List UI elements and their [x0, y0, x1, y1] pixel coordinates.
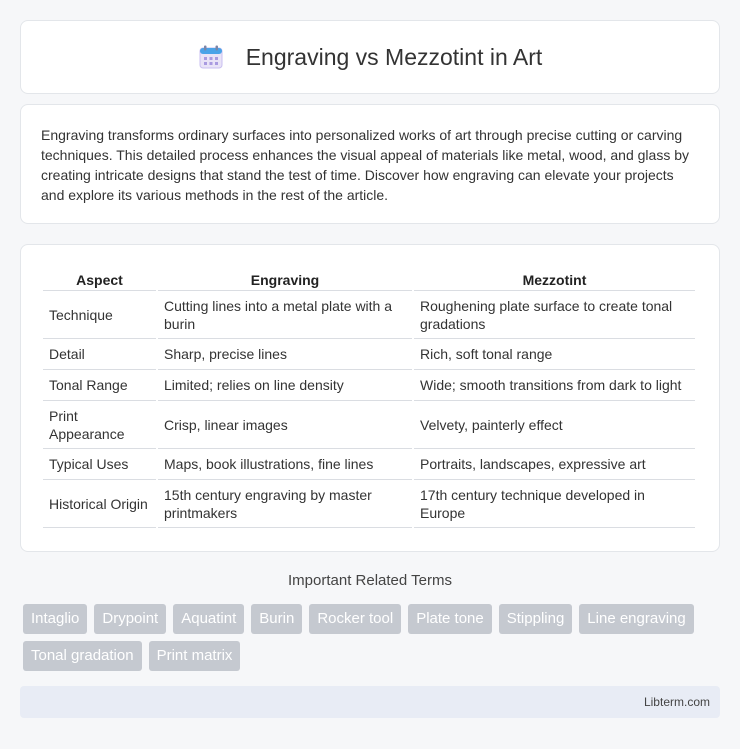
cell-aspect: Technique [43, 291, 156, 339]
cell-engraving: Sharp, precise lines [158, 339, 412, 370]
tag-drypoint[interactable]: Drypoint [94, 604, 166, 634]
cell-mezzotint: Wide; smooth transitions from dark to light [414, 370, 695, 401]
header-aspect: Aspect [43, 265, 156, 291]
intro-text: Engraving transforms ordinary surfaces into personalized works of art through precise cutting or carving techniques. This detailed process enhances the visual appeal of materials like metal, wood, and glass by creating intricate designs that stand the test of time. Discover how engraving can elevate your projects and explore its various methods in the rest of the article. [41, 127, 690, 203]
intro-card [20, 104, 720, 224]
footer-site-link[interactable]: Libterm.com [643, 695, 710, 709]
cell-engraving: Cutting lines into a metal plate with a burin [158, 291, 412, 339]
cell-mezzotint: Rich, soft tonal range [414, 339, 695, 370]
table-row [43, 370, 695, 401]
header-card [20, 20, 720, 94]
cell-engraving: 15th century engraving by master printmakers [158, 480, 412, 528]
cell-mezzotint: Velvety, painterly effect [414, 401, 695, 449]
tag-stippling[interactable]: Stippling [499, 604, 573, 634]
tag-burin[interactable]: Burin [251, 604, 302, 634]
header-engraving: Engraving [158, 265, 412, 291]
tag-print-matrix[interactable]: Print matrix [149, 641, 241, 671]
cell-aspect: Historical Origin [43, 480, 156, 528]
table-row [43, 401, 695, 449]
cell-mezzotint: 17th century technique developed in Europe [414, 480, 695, 528]
tag-line-engraving[interactable]: Line engraving [579, 604, 693, 634]
cell-aspect: Tonal Range [43, 370, 156, 401]
tag-intaglio[interactable]: Intaglio [23, 604, 87, 634]
tag-plate-tone[interactable]: Plate tone [408, 604, 492, 634]
cell-engraving: Crisp, linear images [158, 401, 412, 449]
tag-tonal-gradation[interactable]: Tonal gradation [23, 641, 142, 671]
tag-rocker-tool[interactable]: Rocker tool [309, 604, 401, 634]
comparison-table [41, 265, 697, 528]
cell-mezzotint: Portraits, landscapes, expressive art [414, 449, 695, 480]
header-mezzotint: Mezzotint [414, 265, 695, 291]
page-title: Engraving vs Mezzotint in Art [245, 43, 543, 70]
table-row [43, 480, 695, 528]
table-row [43, 339, 695, 370]
cell-aspect: Typical Uses [43, 449, 156, 480]
related-terms-title: Important Related Terms [288, 572, 452, 589]
tag-aquatint[interactable]: Aquatint [173, 604, 244, 634]
comparison-card [20, 244, 720, 552]
related-terms-list [23, 604, 713, 671]
cell-mezzotint: Roughening plate surface to create tonal gradations [414, 291, 695, 339]
cell-aspect: Detail [43, 339, 156, 370]
cell-aspect: Print Appearance [43, 401, 156, 449]
table-row [43, 291, 695, 339]
cell-engraving: Maps, book illustrations, fine lines [158, 449, 412, 480]
calendar-icon [198, 44, 224, 70]
cell-engraving: Limited; relies on line density [158, 370, 412, 401]
table-row [43, 449, 695, 480]
footer [20, 686, 720, 718]
